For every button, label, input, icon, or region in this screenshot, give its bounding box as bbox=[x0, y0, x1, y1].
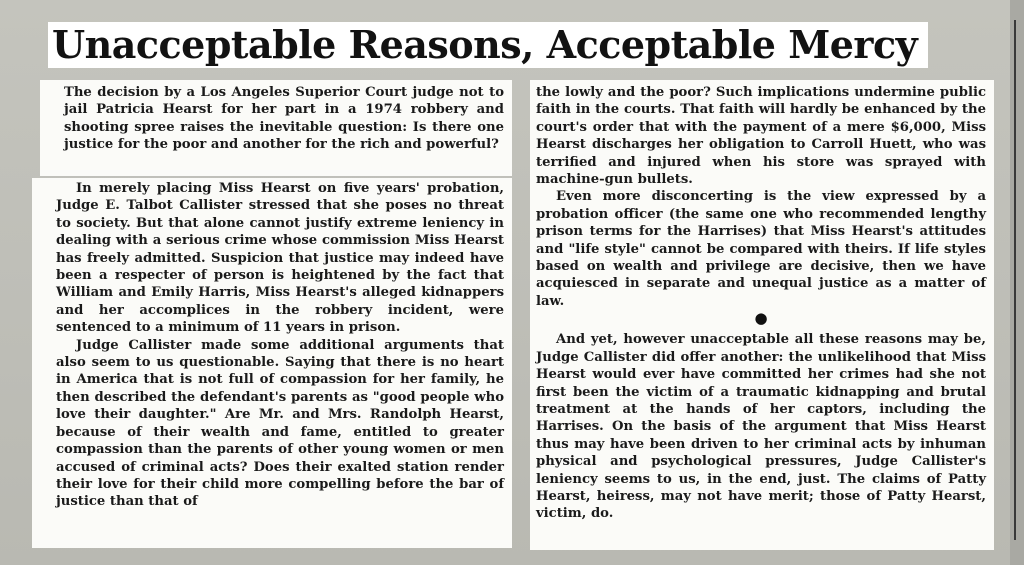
right-column-text bbox=[536, 84, 986, 523]
intro-clipping bbox=[40, 80, 512, 176]
scan-edge-strip bbox=[1010, 0, 1024, 565]
left-column-text bbox=[56, 180, 504, 511]
right-continuation-paragraph: the lowly and the poor? Such implications undermine public faith in the courts. That faith will hardly be enhanced by the court's order that with the payment of a mere $6,000, Miss Hearst discharges her obligation to Carroll Huett, who was terrified and injured when his store was sprayed with machine-gun bullets. bbox=[536, 85, 986, 188]
left-paragraph-2: Judge Callister made some additional arguments that also seem to us questionable. Saying that there is no heart in America that is not full of compassion for her family, he then described the defendant's parents as "good people who love their daughter." Are Mr. and Mrs. Randolph Hearst, because of their wealth and fame, entitled to greater compassion than the parents of other young women or men accused of criminal acts? Does their exalted station render their love for their child more compelling before the bar of justice than that of bbox=[56, 337, 504, 510]
left-column-clipping bbox=[32, 178, 512, 548]
right-column-clipping bbox=[530, 80, 994, 550]
section-separator-bullet: ● bbox=[754, 309, 768, 328]
left-paragraph-1: In merely placing Miss Hearst on five years' probation, Judge E. Talbot Callister stressed that she poses no threat to society. But that alone cannot justify extreme leniency in dealing with a serious crime whose commission Miss Hearst has freely admitted. Suspicion that justice may indeed have been a respecter of person is heightened by the fact that William and Emily Harris, Miss Hearst's alleged kidnappers and her accomplices in the robbery incident, were sentenced to a minimum of 11 years in prison. bbox=[56, 181, 504, 336]
headline: Unacceptable Reasons, Acceptable Mercy bbox=[48, 22, 928, 68]
right-paragraph-2: Even more disconcerting is the view expressed by a probation officer (the same one who recommended lengthy prison terms for the Harrises) that Miss Hearst's attitudes and "life style" cannot be compared with theirs. If life styles based on wealth and privilege are decisive, then we have acquiesced in separate and unequal justice as a matter of law. bbox=[536, 189, 986, 309]
right-paragraph-3: And yet, however unacceptable all these reasons may be, Judge Callister did offer another: the unlikelihood that Miss Hearst would ever have committed her crimes had she not first been the victim of a traumatic kidnapping and brutal treatment at the hands of her captors, including the Harrises. On the basis of the argument that Miss Hearst thus may have been driven to her criminal acts by inhuman physical and psychological pressures, Judge Callister's leniency seems to us, in the end, just. The claims of Patty Hearst, heiress, may not have merit; those of Patty Hearst, victim, do. bbox=[536, 332, 986, 522]
intro-paragraph: The decision by a Los Angeles Superior Court judge not to jail Patricia Hearst for her part in a 1974 robbery and shooting spree raises the inevitable question: Is there one justice for the poor and another for the rich and powerful? bbox=[64, 85, 504, 153]
